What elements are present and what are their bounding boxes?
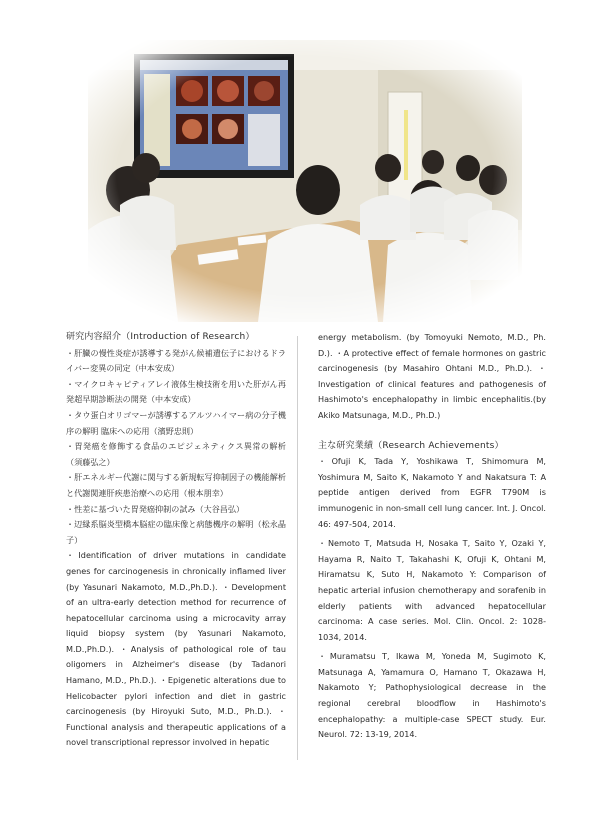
research-item-ja: ・マイクロキャピティアレイ液体生検技術を用いた肝がん再発超早期診断法の開発（中本安成） [66, 378, 286, 405]
research-item-ja: ・肝臓の慢性炎症が誘導する発がん候補遺伝子におけるドライバー変異の同定（中本安成） [66, 347, 286, 374]
research-item-ja: ・性差に基づいた胃発癌抑制の試み（大谷昌弘） [66, 503, 245, 514]
research-column-right [318, 330, 546, 747]
meeting-photo-illustration [88, 40, 522, 322]
research-english-text-continued: energy metabolism. (by Tomoyuki Nemoto, M.D., Ph. D.). ・A protective effect of female hormones on gastric carcinogenesis (by Masahiro Ohtani M.D., Ph.D.). ・Investigation of clinical features and pathogenesis of Hashimoto's encephalopathy in limbic encephalitis.(by Akiko Matsunaga, M.D., Ph.D.) [318, 332, 546, 420]
publication-item: ・Nemoto T, Matsuda H, Nosaka T, Saito Y, Ozaki Y, Hayama R, Naito T, Takahashi K, Ofuji K, Ohtani M, Hiramatsu K, Suto H, Nakamoto Y: Comparison of hepatic arterial infusion chemotherapy and sorafenib in elderly patients with advanced hepatocellular carcinoma: A case series. Mol. Clin. Oncol. 2: 1028-1034, 2014. [318, 538, 546, 642]
research-item-ja: ・辺縁系脳炎型橋本脳症の臨床像と病態機序の解明（松永晶子） [66, 519, 286, 545]
publication-item: ・Muramatsu T, Ikawa M, Yoneda M, Sugimoto K, Matsunaga A, Yamamura O, Hamano T, Okazawa H, Nakamoto Y; Pathophysiological decrease in the regional cerebral bloodflow in Hashimoto's encephalopathy: a multiple-case SPECT study. Eur. Neurol. 72: 13-19, 2014. [318, 651, 546, 740]
research-heading: 研究内容紹介（Introduction of Research） [66, 332, 255, 342]
publication-item: ・Ofuji K, Tada Y, Yoshikawa T, Shimomura M, Yoshimura M, Saito K, Nakamoto Y and Nakatsura T: A peptide antigen derived from EGFR T790M is immunogenic in non-small cell lung cancer. Int. J. Oncol. 46: 497-504, 2014. [318, 456, 546, 529]
column-divider [297, 336, 298, 760]
achievements-heading: 主な研究業績（Research Achievements） [318, 440, 504, 451]
meeting-photo [88, 40, 522, 322]
research-item-ja: ・肝エネルギー代謝に関与する新規転写抑制因子の機能解析と代謝関連肝疾患治療への応用（根本朋幸） [66, 472, 286, 498]
research-item-ja: ・胃発癌を修飾する食品のエピジェネティクス異常の解析（須藤弘之） [66, 441, 286, 467]
research-item-ja: ・タウ蛋白オリゴマーが誘導するアルツハイマー病の分子機序の解明 臨床への応用（濱野忠則） [66, 409, 286, 436]
research-english-text: ・Identification of driver mutations in candidate genes for carcinogenesis in chronically inflamed liver (by Yasunari Nakamoto, M.D.,Ph.D.). ・Development of an ultra-early detection method for recurrence of hepatocellular carcinoma using a microcavity array liquid biopsy system (by Yasunari Nakamoto, M.D.,Ph.D.). ・Analysis of pathological role of tau oligomers in Alzheimer's disease (by Tadanori Hamano, M.D., Ph.D.). ・Epigenetic alterations due to Helicobacter pylori infection and diet in gastric carcinogenesis (by Hiroyuki Suto, M.D., Ph.D.). ・Functional analysis and therapeutic applications of a novel transcriptional repressor involved in hepatic [66, 550, 286, 748]
research-column-left [66, 330, 286, 751]
